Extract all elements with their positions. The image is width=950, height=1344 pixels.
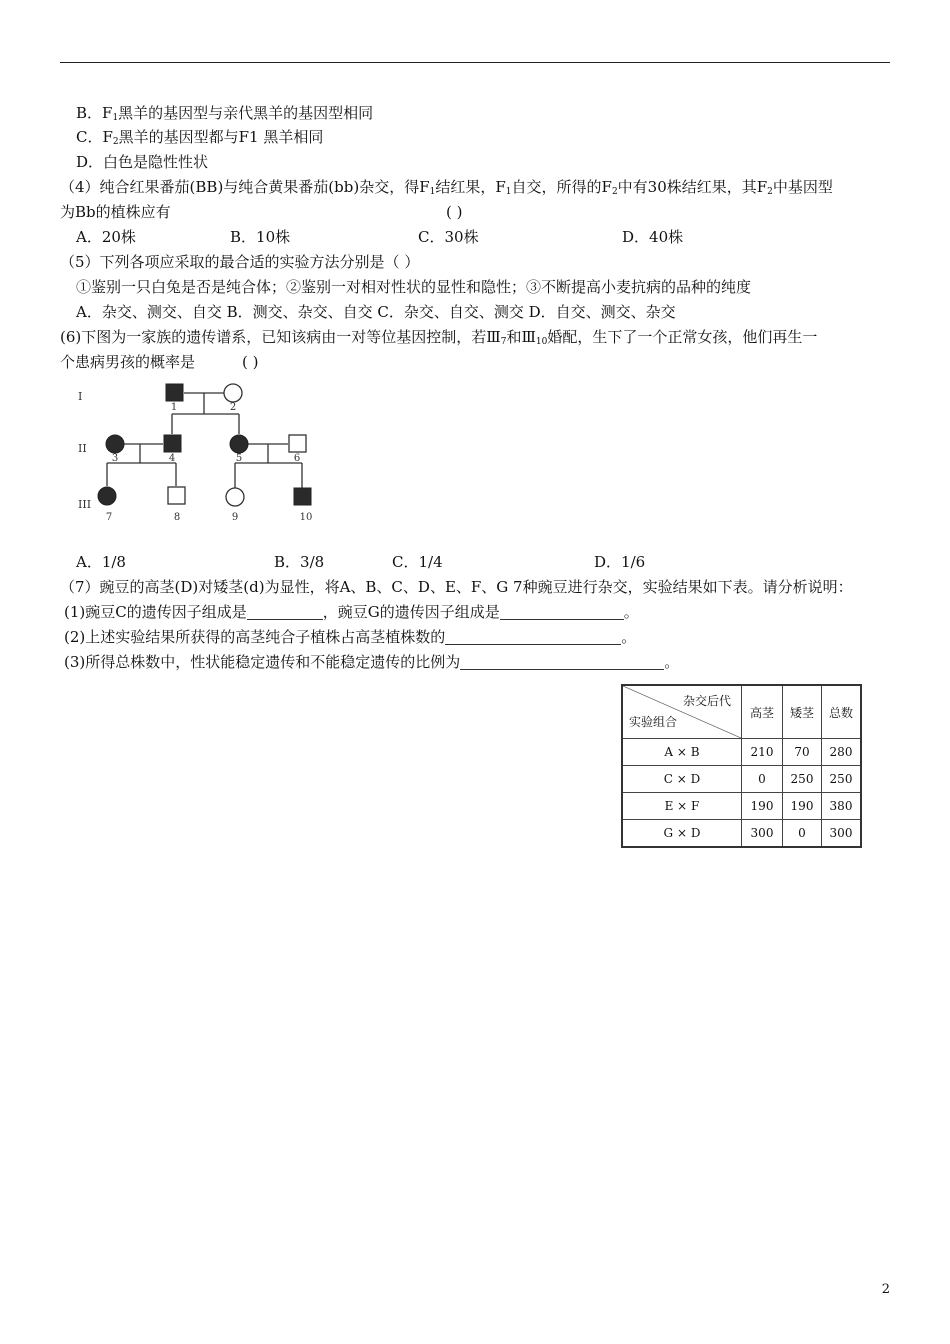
individual-1 [166, 384, 183, 401]
gen-label-3: III [78, 498, 92, 511]
table-corner-cell: 杂交后代 实验组合 [622, 685, 742, 739]
individual-6 [289, 435, 306, 452]
svg-text:5: 5 [235, 453, 243, 464]
question-4-line-2: 为Bb的植株应有 ( ) [60, 203, 463, 221]
gen-label-2: II [78, 442, 87, 455]
answer-blank-ratio[interactable] [445, 630, 621, 645]
question-6-options: A．1/8 B．3/8 C．1/4 D．1/6 [76, 553, 646, 571]
question-5-items: ①鉴别一只白兔是否是纯合体；②鉴别一对相对性状的显性和隐性；③不断提高小麦抗病的品种的纯度 [76, 278, 752, 296]
answer-blank-c[interactable] [247, 605, 323, 620]
svg-text:3: 3 [111, 453, 119, 464]
question-4-line-1: （4）纯合红果番茄(BB)与纯合黄果番茄(bb)杂交，得$F_1$结红果，$F_1$自交，所得的$F_2$中有30株结红果，其$F_2$中基因型 [60, 178, 833, 197]
cross-results-table [621, 684, 862, 848]
header-total: 总数 [822, 685, 862, 739]
svg-text:10: 10 [299, 512, 313, 523]
question-5-options: A．杂交、测交、自交 B．测交、杂交、自交 C．杂交、自交、测交 D．自交、测交、杂交 [76, 303, 676, 321]
option-b-line: B．$F_1$黑羊的基因型与亲代黑羊的基因型相同 [76, 104, 374, 123]
table-row: G × D 300 0 300 [622, 820, 861, 848]
individual-9 [226, 488, 244, 506]
question-7-stem: （7）豌豆的高茎(D)对矮茎(d)为显性，将A、B、C、D、E、F、G 7种豌豆进行杂交，实验结果如下表。请分析说明： [60, 578, 853, 596]
individual-3 [106, 435, 124, 453]
question-7-part-2: (2)上述实验结果所获得的高茎纯合子植株占高茎植株数的 。 [64, 628, 637, 646]
question-6-line-2: 个患病男孩的概率是 ( ) [60, 353, 259, 371]
page-number: 2 [881, 1282, 890, 1297]
svg-text:6: 6 [293, 453, 301, 464]
svg-text:7: 7 [105, 512, 113, 523]
answer-blank-g[interactable] [500, 605, 624, 620]
pedigree-chart [72, 368, 342, 533]
svg-text:8: 8 [173, 512, 181, 523]
header-tall: 高茎 [742, 685, 783, 739]
option-d-line: D．白色是隐性性状 [76, 153, 209, 171]
question-4-options: A．20株 B．10株 C．30株 D．40株 [76, 228, 684, 246]
svg-text:2: 2 [229, 402, 237, 413]
svg-text:4: 4 [168, 453, 176, 464]
question-7-part-3: (3)所得总株数中，性状能稳定遗传和不能稳定遗传的比例为 。 [64, 653, 680, 671]
option-c-line: C．$F_2$黑羊的基因型都与F1 黑羊相同 [76, 128, 324, 147]
table-row: E × F 190 190 380 [622, 793, 861, 820]
individual-8 [168, 487, 185, 504]
table-row: A × B 210 70 280 [622, 739, 861, 766]
individual-7 [98, 487, 116, 505]
individual-5 [230, 435, 248, 453]
question-6-line-1: (6)下图为一家族的遗传谱系，已知该病由一对等位基因控制，若$Ⅲ_7$和$Ⅲ_{10}$婚配，生下了一个正常女孩，他们再生一 [60, 328, 818, 347]
svg-text:1: 1 [170, 402, 178, 413]
gen-label-1: I [78, 390, 83, 403]
table-row: C × D 0 250 250 [622, 766, 861, 793]
svg-text:9: 9 [231, 512, 239, 523]
table-header-row [622, 685, 861, 739]
header-rule [60, 62, 890, 63]
header-short: 矮茎 [783, 685, 822, 739]
question-5-stem: （5）下列各项应采取的最合适的实验方法分别是（ ） [60, 253, 420, 271]
individual-2 [224, 384, 242, 402]
individual-10 [294, 488, 311, 505]
individual-4 [164, 435, 181, 452]
answer-blank-stable[interactable] [460, 655, 664, 670]
question-7-part-1: (1)豌豆C的遗传因子组成是 ，豌豆G的遗传因子组成是 。 [64, 603, 639, 621]
